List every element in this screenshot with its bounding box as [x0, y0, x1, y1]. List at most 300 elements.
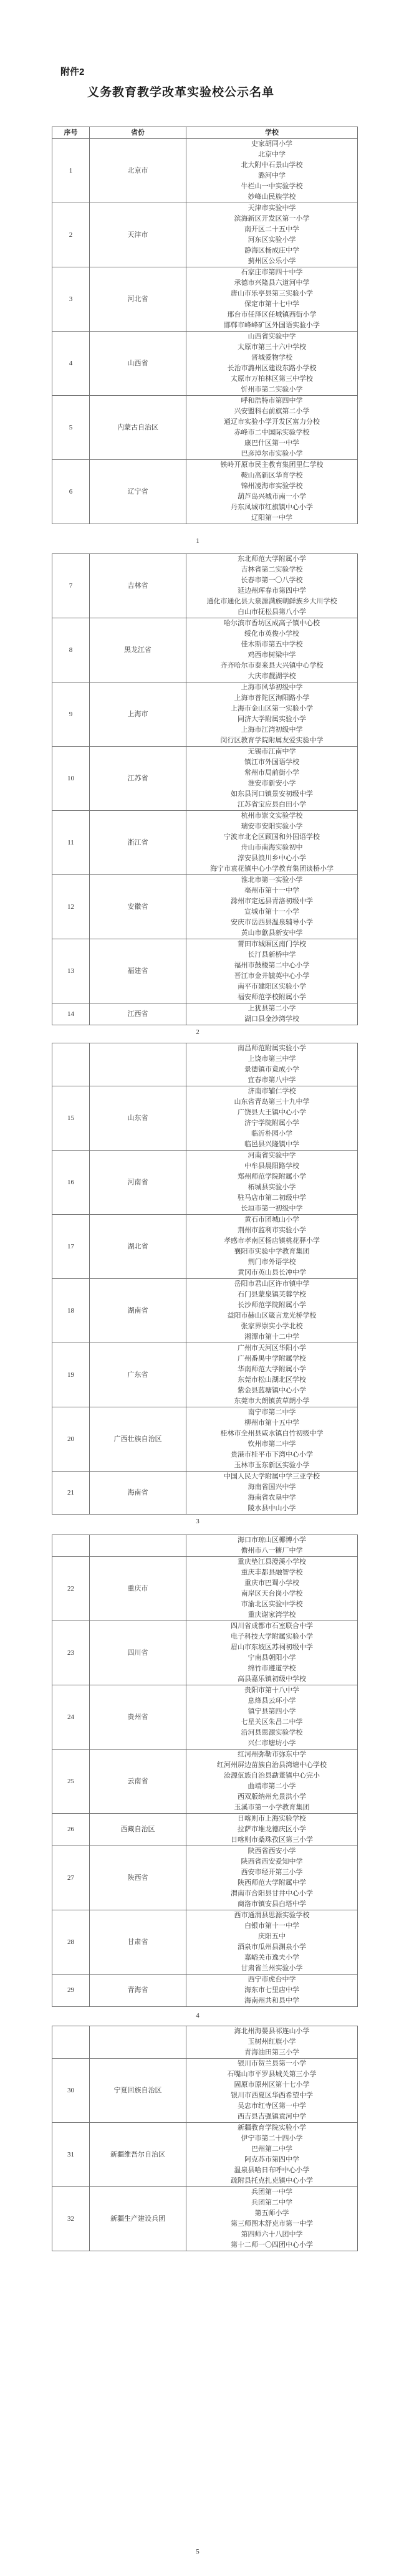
school-name: 淮安市新安小学 [248, 780, 296, 787]
school-name: 济宁学院附属小学 [244, 1119, 299, 1127]
school-name: 镇宁县第四小学 [248, 1708, 296, 1715]
school-name: 忻州市第二实验小学 [241, 386, 303, 393]
school-name: 荆门市外语学校 [248, 1258, 296, 1266]
province-cell: 内蒙古自治区 [90, 396, 186, 460]
school-name: 晋城爱物学校 [251, 354, 292, 362]
school-name: 太原市第三十六中学校 [238, 343, 306, 351]
schools-cell [186, 267, 358, 332]
school-name: 玉溪市第一小学教育集团 [234, 1804, 310, 1811]
school-name: 景德镇市竟成小学 [244, 1066, 299, 1073]
school-name: 南开区二十五中学 [244, 226, 299, 233]
school-name: 常州市局前街小学 [244, 769, 299, 777]
schools-cell [186, 1407, 358, 1472]
school-name: 宁南县朝阳小学 [248, 1654, 296, 1662]
school-name: 东北师范大学附属小学 [238, 555, 306, 563]
school-name: 通化市通化县大泉源满族朝鲜族乡大川学校 [206, 598, 337, 605]
school-name: 安庆市岳西县温泉辅导小学 [231, 919, 313, 926]
school-name: 陕西师范大学附属中学 [238, 1879, 306, 1887]
school-name: 无锡市江南中学 [248, 748, 296, 755]
school-name: 第五师小学 [254, 2210, 289, 2217]
school-name: 黄石市团城山小学 [244, 1216, 299, 1223]
schools-cell [186, 332, 358, 396]
table-row [52, 460, 358, 524]
serial-number-cell: 14 [52, 1003, 90, 1025]
serial-number-cell: 13 [52, 939, 90, 1003]
school-name: 河南省实验中学 [248, 1152, 296, 1159]
school-name: 宣城市第十一小学 [244, 908, 299, 916]
serial-number-cell: 18 [52, 1279, 90, 1343]
school-name: 桂林市全州县咸水镇白竹初级中学 [220, 1430, 324, 1437]
table-row [52, 1151, 358, 1215]
school-name: 荆州市监利市实验小学 [238, 1227, 306, 1234]
school-name: 闵行区教育学院附属友爱实验中学 [220, 737, 324, 744]
school-name: 南昌师范附属实验小学 [238, 1045, 306, 1052]
school-name: 锦州凌海市实验学校 [241, 482, 303, 490]
serial-number-cell: 22 [52, 1557, 90, 1621]
serial-number-cell: 29 [52, 1975, 90, 2007]
school-name: 巴彦淖尔市实验小学 [241, 450, 303, 457]
province-cell: 浙江省 [90, 811, 186, 875]
province-cell: 四川省 [90, 1621, 186, 1685]
schools-cell [186, 2059, 358, 2123]
school-name: 福安师范学校附属小学 [238, 994, 306, 1001]
school-name: 柘城县实验小学 [248, 1184, 296, 1191]
school-name: 鞍山高新区华育学校 [241, 472, 303, 479]
schools-cell [186, 139, 358, 203]
school-name: 岳阳市君山区许市镇中学 [234, 1280, 310, 1288]
school-name: 牛栏山一中实验学校 [241, 183, 303, 190]
school-name: 上海市风华初级中学 [241, 684, 303, 691]
school-name: 海东市七里店中学 [244, 1986, 299, 1994]
schools-cell [186, 1846, 358, 1910]
school-name: 贵阳市第十八中学 [244, 1687, 299, 1694]
table-row [52, 1814, 358, 1846]
schools-cell [186, 1750, 358, 1814]
table-row [52, 1846, 358, 1910]
school-name: 天津市实验中学 [248, 204, 296, 212]
schools-cell [186, 747, 358, 811]
serial-number-cell: 3 [52, 267, 90, 332]
serial-number-cell: 31 [52, 2123, 90, 2187]
school-name: 重庆丰都县融智学校 [241, 1569, 303, 1576]
table-row [52, 618, 358, 682]
serial-number-cell: 20 [52, 1407, 90, 1472]
table-row [52, 682, 358, 747]
province-cell: 天津市 [90, 203, 186, 267]
school-name: 钦州市第二中学 [248, 1440, 296, 1448]
school-name: 同济大学附属实验小学 [238, 716, 306, 723]
school-name: 第三师图木舒克市第一中学 [231, 2220, 313, 2228]
school-name: 长汀县新桥中学 [248, 951, 296, 959]
column-header-2: 学校 [186, 127, 358, 139]
school-name: 山西省实验中学 [248, 333, 296, 340]
school-name: 宜春市第八中学 [248, 1076, 296, 1084]
school-name: 眉山市东坡区苏祠初级中学 [231, 1644, 313, 1651]
school-name: 通辽市实验小学开发区富力分校 [224, 418, 320, 426]
school-name: 邯郸市峰峰矿区外国语实验小学 [224, 322, 320, 329]
school-name: 石家庄市第四十中学 [241, 269, 303, 276]
schools-table-page-2 [52, 553, 358, 1025]
school-name: 西吉县吉强镇袁河中学 [238, 2113, 306, 2120]
school-name: 承德市兴隆县六道河中学 [234, 279, 310, 287]
schools-cell [186, 1535, 358, 1557]
school-name: 第十二师一〇四团中心小学 [231, 2241, 313, 2249]
province-cell: 北京市 [90, 139, 186, 203]
school-name: 孝感市孝南区杨店镇桃花驿小学 [224, 1237, 320, 1245]
school-name: 丹东凤城市红旗镇中心小学 [231, 504, 313, 511]
schools-table-page-5 [52, 2026, 358, 2251]
school-name: 甘肃省兰州实验小学 [241, 1965, 303, 1972]
school-name: 上饶市第三中学 [248, 1055, 296, 1063]
page-number-1: 1 [196, 537, 200, 545]
province-cell: 湖南省 [90, 1279, 186, 1343]
province-cell: 上海市 [90, 682, 186, 747]
table-row [52, 2187, 358, 2251]
page-number-2: 2 [196, 1028, 200, 1036]
school-name: 重庆垫江县澄溪小学校 [238, 1558, 306, 1566]
school-name: 中牟县晨阳路学校 [244, 1162, 299, 1170]
school-name: 淳安县浪川乡中心小学 [238, 855, 306, 862]
school-name: 滁州市定远县青洛初级中学 [231, 898, 313, 905]
schools-cell [186, 1557, 358, 1621]
school-name: 福州市鼓楼第二中心小学 [234, 962, 310, 969]
school-name: 兴安盟科右前旗第二小学 [234, 408, 310, 415]
school-name: 银川市贺兰县第一小学 [238, 2060, 306, 2067]
school-name: 海口市琼山区椰博小学 [238, 1536, 306, 1544]
school-name: 东莞市大朗镇黄草朗小学 [234, 1397, 310, 1405]
table-row [52, 811, 358, 875]
attachment-label: 附件2 [60, 67, 85, 77]
serial-number-cell: 6 [52, 460, 90, 524]
school-name: 银川市西夏区华西希望中学 [231, 2092, 313, 2099]
province-cell: 宁夏回族自治区 [90, 2059, 186, 2123]
school-name: 妙峰山民族学校 [248, 193, 296, 201]
serial-number-cell: 21 [52, 1472, 90, 1515]
serial-number-cell: 8 [52, 618, 90, 682]
school-name: 伊宁市第二十四小学 [241, 2135, 303, 2142]
school-name: 临邑县兴隆镇中学 [244, 1141, 299, 1148]
schools-cell [186, 875, 358, 939]
province-cell: 江西省 [90, 1003, 186, 1025]
province-cell: 甘肃省 [90, 1910, 186, 1975]
serial-number-cell: 4 [52, 332, 90, 396]
serial-number-cell: 19 [52, 1343, 90, 1407]
schools-cell [186, 682, 358, 747]
province-cell: 贵州省 [90, 1685, 186, 1750]
school-name: 南岸区天台岗小学校 [241, 1590, 303, 1597]
table-row [52, 1215, 358, 1279]
school-name: 潞河中学 [258, 172, 286, 180]
table-row [52, 939, 358, 1003]
school-name: 南平市建阳区实验小学 [238, 983, 306, 990]
schools-cell [186, 1151, 358, 1215]
page-number-4: 4 [196, 2012, 200, 2019]
serial-number-cell: 15 [52, 1086, 90, 1151]
school-name: 广州番禺中学附属学校 [238, 1355, 306, 1362]
province-cell: 湖北省 [90, 1215, 186, 1279]
schools-cell [186, 1003, 358, 1025]
school-name: 阿克苏市第四中学 [244, 2156, 299, 2163]
schools-table-page-1 [52, 127, 358, 524]
province-cell: 辽宁省 [90, 460, 186, 524]
school-name: 柳州市第十五中学 [244, 1419, 299, 1427]
school-name: 长春市第一〇八学校 [241, 577, 303, 584]
school-name: 静海区杨成庄中学 [244, 247, 299, 254]
province-cell: 吉林省 [90, 554, 186, 618]
school-name: 疏附县托克扎克镇中心小学 [231, 2177, 313, 2185]
school-name: 庆阳五中 [258, 1933, 286, 1940]
province-cell [90, 1043, 186, 1086]
school-name: 海宁市袁花镇中心小学教育集团谈桥小学 [210, 865, 334, 873]
school-name: 上海市金山区第一实验小学 [231, 705, 313, 712]
province-cell: 福建省 [90, 939, 186, 1003]
province-cell: 广西壮族自治区 [90, 1407, 186, 1472]
school-name: 绵竹市遵道学校 [248, 1665, 296, 1672]
schools-cell [186, 1685, 358, 1750]
table-row [52, 1621, 358, 1685]
school-name: 四川省成都市石室联合中学 [231, 1622, 313, 1630]
table-row [52, 747, 358, 811]
province-cell: 重庆市 [90, 1557, 186, 1621]
province-cell: 河北省 [90, 267, 186, 332]
school-name: 兵团第一中学 [251, 2188, 292, 2196]
table-row [52, 1685, 358, 1750]
province-cell: 青海省 [90, 1975, 186, 2007]
school-name: 陕西省西安小学 [248, 1847, 296, 1855]
school-name: 吉林省第二实验学校 [241, 566, 303, 573]
school-name: 广州市天河区华阳小学 [238, 1344, 306, 1352]
school-name: 青海油田第三小学 [244, 2049, 299, 2056]
school-name: 海北州海晏县祁连山小学 [234, 2028, 310, 2035]
page-number-5: 5 [196, 2548, 200, 2555]
column-header-1: 省份 [90, 127, 186, 139]
province-cell: 江苏省 [90, 747, 186, 811]
document-title: 义务教育教学改革实验校公示名单 [87, 86, 274, 99]
school-name: 呼和浩特市第四中学 [241, 397, 303, 405]
school-name: 西宁市虎台中学 [248, 1976, 296, 1983]
serial-number-cell: 10 [52, 747, 90, 811]
school-name: 江苏省宝应县白田小学 [238, 801, 306, 808]
school-name: 绥化市英俊小学校 [244, 630, 299, 638]
school-name: 长治市潞州区建设东路小学校 [227, 365, 317, 372]
serial-number-cell: 27 [52, 1846, 90, 1910]
school-name: 黄冈市英山县长冲中学 [238, 1269, 306, 1276]
serial-number-cell: 5 [52, 396, 90, 460]
school-name: 红河州弥勒市弥东中学 [238, 1751, 306, 1758]
school-name: 新疆教育学院实验小学 [238, 2124, 306, 2132]
school-name: 渭南市合阳县甘井中心小学 [231, 1890, 313, 1897]
school-name: 鸡西市树梁中学 [248, 651, 296, 659]
table-row [52, 1343, 358, 1407]
school-name: 益阳市赫山区箴言龙光桥学校 [227, 1312, 317, 1319]
school-name: 石嘴山市平罗县城关第三小学 [227, 2071, 317, 2078]
table-row [52, 1086, 358, 1151]
schools-cell [186, 1086, 358, 1151]
school-name: 西双版纳州允景洪小学 [238, 1793, 306, 1801]
schools-cell [186, 1215, 358, 1279]
column-header-0: 序号 [52, 127, 90, 139]
school-name: 淮北市第一实验小学 [241, 876, 303, 884]
schools-cell [186, 1043, 358, 1086]
school-name: 长垣市第一初级中学 [241, 1205, 303, 1212]
school-name: 西市通渭县思源实验学校 [234, 1912, 310, 1919]
school-name: 齐齐哈尔市泰来县大兴镇中心学校 [220, 662, 324, 669]
school-name: 酒泉市瓜州县渊泉小学 [238, 1943, 306, 1951]
school-name: 中国人民大学附属中学三亚学校 [224, 1473, 320, 1480]
school-name: 莆田市城厢区南门学校 [238, 941, 306, 948]
schools-cell [186, 2187, 358, 2251]
school-name: 北大附中石景山学校 [241, 161, 303, 169]
table-row [52, 2059, 358, 2123]
schools-cell [186, 811, 358, 875]
schools-cell [186, 2026, 358, 2059]
school-name: 曲靖市第二小学 [248, 1783, 296, 1790]
school-name: 白山市抚松县第八小学 [238, 608, 306, 616]
table-header-row [52, 127, 358, 139]
school-name: 固原市原州区第十七小学 [234, 2081, 310, 2089]
school-name: 驻马店市第二初级中学 [238, 1194, 306, 1202]
school-name: 兵团第二中学 [251, 2199, 292, 2206]
school-name: 海南省国兴中学 [248, 1483, 296, 1491]
table-row [52, 332, 358, 396]
table-row [52, 1535, 358, 1557]
page-number-3: 3 [196, 1518, 200, 1525]
serial-number-cell [52, 1043, 90, 1086]
province-cell: 海南省 [90, 1472, 186, 1515]
school-name: 沧源佤族自治县勐董镇中心完小 [224, 1772, 320, 1779]
schools-cell [186, 1343, 358, 1407]
table-row [52, 1407, 358, 1472]
schools-cell [186, 396, 358, 460]
school-name: 息烽县云环小学 [248, 1697, 296, 1705]
school-name: 市渝北区实验中学校 [241, 1601, 303, 1608]
school-name: 瑞安市安阳实验小学 [241, 823, 303, 830]
school-name: 陕西省西安爱知中学 [241, 1858, 303, 1865]
schools-cell [186, 460, 358, 524]
school-name: 延边州珲春市第四中学 [238, 587, 306, 595]
serial-number-cell: 9 [52, 682, 90, 747]
school-name: 陵水县中山小学 [248, 1505, 296, 1512]
school-name: 重庆市巴蜀小学校 [244, 1579, 299, 1587]
school-name: 唐山市乐亭县第三实验小学 [231, 290, 313, 297]
school-name: 石门县蒙泉镇芙蓉学校 [238, 1291, 306, 1298]
school-name: 七星关区朱昌二中学 [241, 1718, 303, 1726]
table-row [52, 1279, 358, 1343]
serial-number-cell: 16 [52, 1151, 90, 1215]
serial-number-cell: 30 [52, 2059, 90, 2123]
schools-cell [186, 1472, 358, 1515]
province-cell: 黑龙江省 [90, 618, 186, 682]
school-name: 紫金县蓝塘镇中心小学 [238, 1387, 306, 1394]
school-name: 山东省青岛第三十九中学 [234, 1098, 310, 1106]
school-name: 湖口县金沙湾学校 [244, 1015, 299, 1023]
school-name: 南宁市第二中学 [248, 1409, 296, 1416]
school-name: 舟山市南海实验初中 [241, 844, 303, 851]
province-cell: 安徽省 [90, 875, 186, 939]
table-row [52, 1750, 358, 1814]
school-name: 华南师范大学附属小学 [238, 1366, 306, 1373]
school-name: 大庆市靓湖学校 [248, 673, 296, 680]
school-name: 重庆谢家湾学校 [248, 1611, 296, 1619]
serial-number-cell: 28 [52, 1910, 90, 1975]
school-name: 日喀则市桑珠孜区第三小学 [231, 1836, 313, 1844]
serial-number-cell [52, 1535, 90, 1557]
table-row [52, 2123, 358, 2187]
school-name: 湘潭市第十二中学 [244, 1333, 299, 1341]
province-cell: 西藏自治区 [90, 1814, 186, 1846]
schools-cell [186, 2123, 358, 2187]
table-row [52, 267, 358, 332]
school-name: 电子科技大学附属实验小学 [231, 1633, 313, 1640]
school-name: 白银市第十一中学 [244, 1922, 299, 1930]
school-name: 邢台市任泽区任城镇西街小学 [227, 311, 317, 318]
schools-cell [186, 618, 358, 682]
school-name: 蓟州区公乐小学 [248, 257, 296, 265]
province-cell: 新疆维吾尔自治区 [90, 2123, 186, 2187]
school-name: 佳木斯市第五中学校 [241, 641, 303, 648]
school-name: 上犹县第二小学 [248, 1005, 296, 1012]
province-cell: 广东省 [90, 1343, 186, 1407]
table-row [52, 139, 358, 203]
table-row [52, 2026, 358, 2059]
school-name: 上海市普陀区洵阳路小学 [234, 694, 310, 702]
schools-cell [186, 1814, 358, 1846]
school-name: 红河州屏边苗族自治县湾塘中心学校 [217, 1761, 327, 1769]
schools-cell [186, 1621, 358, 1685]
school-name: 巴州第二中学 [251, 2145, 292, 2153]
schools-cell [186, 1975, 358, 2007]
school-name: 杭州市崇文实验学校 [241, 812, 303, 820]
schools-cell [186, 1910, 358, 1975]
school-name: 高县嘉乐镇初级中学校 [238, 1675, 306, 1683]
school-name: 郑州师范学院附属小学 [238, 1173, 306, 1180]
table-row [52, 396, 358, 460]
serial-number-cell: 23 [52, 1621, 90, 1685]
school-name: 兴仁市塘坊小学 [248, 1740, 296, 1747]
schools-table-page-4 [52, 1535, 358, 2007]
school-name: 沿河县思源实验学校 [241, 1729, 303, 1736]
school-name: 康巴什区第一中学 [244, 439, 299, 447]
province-cell: 陕西省 [90, 1846, 186, 1910]
school-name: 第四师六十八团中学 [241, 2231, 303, 2238]
school-name: 镇江市外国语学校 [244, 759, 299, 766]
serial-number-cell: 24 [52, 1685, 90, 1750]
school-name: 史家胡同小学 [251, 140, 292, 148]
school-name: 济南市辅仁学校 [248, 1088, 296, 1095]
serial-number-cell: 12 [52, 875, 90, 939]
school-name: 襄阳市实验中学教育集团 [234, 1248, 310, 1255]
schools-cell [186, 203, 358, 267]
school-name: 太原市万柏林区第三中学校 [231, 375, 313, 383]
table-row [52, 1472, 358, 1515]
province-cell [90, 2026, 186, 2059]
school-name: 海南州共和县中学 [244, 1997, 299, 2004]
school-name: 东莞市松山湖北区学校 [238, 1376, 306, 1384]
school-name: 拉萨市堆龙德庆区小学 [238, 1826, 306, 1833]
serial-number-cell: 7 [52, 554, 90, 618]
school-name: 河东区实验小学 [248, 236, 296, 244]
school-name: 辽阳第一中学 [251, 514, 292, 522]
school-name: 铁岭开原市民主教育集团里仁学校 [220, 461, 324, 469]
schools-cell [186, 939, 358, 1003]
school-name: 温泉县哈日布呼中心小学 [234, 2167, 310, 2174]
serial-number-cell: 26 [52, 1814, 90, 1846]
serial-number-cell: 32 [52, 2187, 90, 2251]
school-name: 如东县河口镇景安初级中学 [231, 790, 313, 798]
school-name: 贵港市桂平市下湾中心小学 [231, 1451, 313, 1458]
school-name: 上海市江湾初级中学 [241, 726, 303, 734]
serial-number-cell: 11 [52, 811, 90, 875]
